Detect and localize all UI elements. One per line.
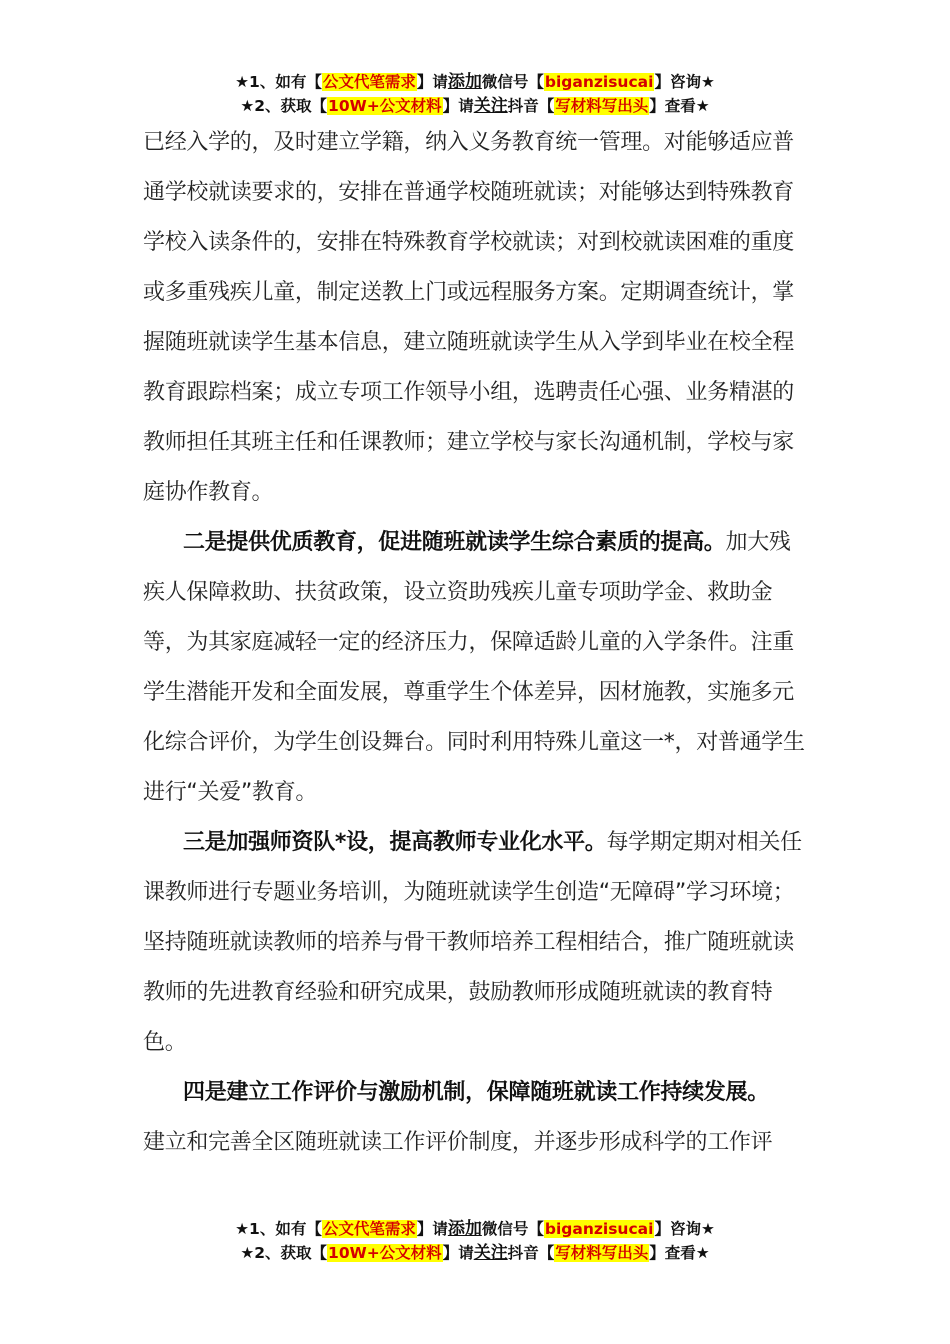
highlight-douyin-account: 写材料写出头	[555, 97, 649, 115]
banner-text: 抖音【	[507, 97, 555, 115]
highlight-materials: 10W+公文材料	[328, 97, 442, 115]
banner-text: 】查看★	[649, 1244, 710, 1262]
paragraph-3	[143, 818, 808, 1068]
highlight-service: 公文代笔需求	[322, 1220, 416, 1238]
banner-text: 】请	[416, 1220, 448, 1238]
highlight-wechat-id: biganzisucai	[544, 73, 654, 91]
banner-emphasis: 添加	[447, 1219, 482, 1239]
banner-emphasis: 添加	[447, 72, 482, 92]
highlight-wechat-id: biganzisucai	[544, 1220, 654, 1238]
paragraph-4	[143, 1068, 808, 1118]
banner-emphasis: 关注	[473, 96, 508, 116]
banner-text: ★2、获取【	[240, 97, 328, 115]
banner-text: 】咨询★	[654, 73, 715, 91]
banner-line-2	[0, 94, 950, 118]
banner-text: 抖音【	[507, 1244, 555, 1262]
paragraph-text: 加大残疾人保障救助、扶贫政策，设立资助残疾儿童专项助学金、救助金等，为其家庭减轻一定的经济压力，保障适龄儿童的入学条件。注重学生潜能开发和全面发展，尊重学生个体差异，因材施教，实施多元化综合评价，为学生创设舞台。同时利用特殊儿童这一*，对普通学生进行“关爱”教育。	[143, 530, 805, 805]
paragraph-text: 每学期定期对相关任课教师进行专题业务培训，为随班就读学生创造“无障碍”学习环境；坚持随班就读教师的培养与骨干教师培养工程相结合，推广随班就读教师的先进教育经验和研究成果，鼓励教师形成随班就读的教育特色。	[143, 830, 802, 1055]
header-banner	[0, 70, 950, 118]
highlight-service: 公文代笔需求	[322, 73, 416, 91]
banner-line-2	[0, 1241, 950, 1265]
banner-text: 】请	[416, 73, 448, 91]
banner-line-1	[0, 1217, 950, 1241]
banner-text: 】请	[442, 1244, 474, 1262]
footer-banner	[0, 1217, 950, 1265]
paragraph-4-text: 建立和完善全区随班就读工作评价制度，并逐步形成科学的工作评	[143, 1130, 773, 1155]
banner-text: 】查看★	[649, 97, 710, 115]
banner-line-1	[0, 70, 950, 94]
paragraph-heading: 三是加强师资队*设，提高教师专业化水平。	[183, 830, 607, 855]
banner-text: ★1、如有【	[235, 1220, 322, 1238]
paragraph-1: 已经入学的，及时建立学籍，纳入义务教育统一管理。对能够适应普通学校就读要求的，安排在普通学校随班就读；对能够达到特殊教育学校入读条件的，安排在特殊教育学校就读；对到校就读困难的重度或多重残疾儿童，制定送教上门或远程服务方案。定期调查统计，掌握随班就读学生基本信息，建立随班就读学生从入学到毕业在校全程教育跟踪档案；成立专项工作领导小组，选聘责任心强、业务精湛的教师担任其班主任和任课教师；建立学校与家长沟通机制，学校与家庭协作教育。	[143, 130, 795, 505]
banner-text: 】请	[442, 97, 474, 115]
highlight-materials: 10W+公文材料	[328, 1244, 442, 1262]
banner-text: 】咨询★	[654, 1220, 715, 1238]
document-body	[143, 118, 808, 1168]
banner-text: ★1、如有【	[235, 73, 322, 91]
paragraph-heading: 二是提供优质教育，促进随班就读学生综合素质的提高。	[183, 530, 726, 555]
banner-text: 微信号【	[481, 73, 544, 91]
paragraph-2	[143, 518, 808, 818]
banner-emphasis: 关注	[473, 1243, 508, 1263]
banner-text: 微信号【	[481, 1220, 544, 1238]
highlight-douyin-account: 写材料写出头	[555, 1244, 649, 1262]
paragraph-heading: 四是建立工作评价与激励机制，保障随班就读工作持续发展。	[183, 1080, 769, 1105]
banner-text: ★2、获取【	[240, 1244, 328, 1262]
